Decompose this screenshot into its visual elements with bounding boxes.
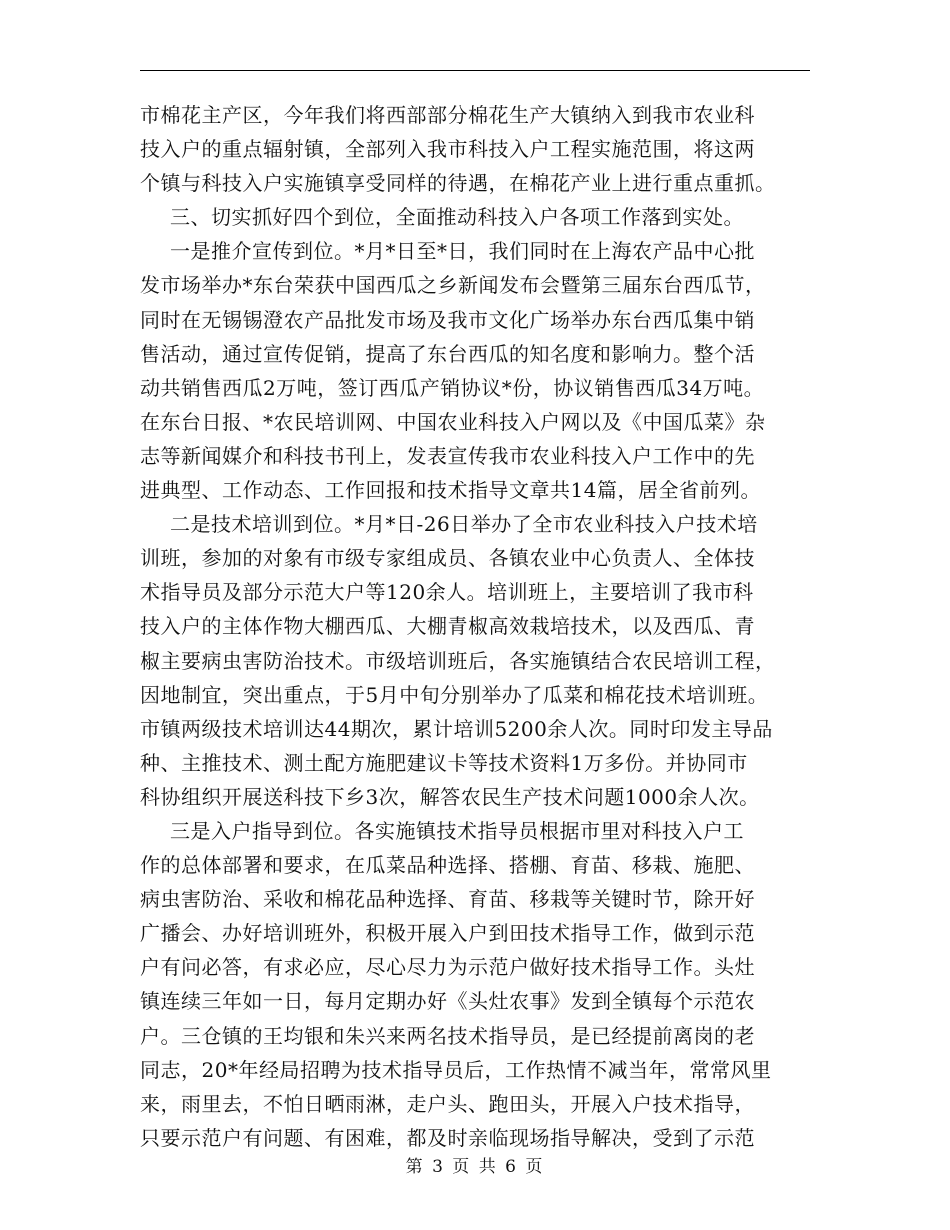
text-line: 一是推介宣传到位。*月*日至*日，我们同时在上海农产品中心批 [170, 239, 755, 264]
text-line: 技入户的重点辐射镇，全部列入我市科技入户工程实施范围，将这两 [140, 137, 755, 162]
text-line: 个镇与科技入户实施镇享受同样的待遇，在棉花产业上进行重点重抓。 [140, 171, 776, 196]
text-line: 进典型、工作动态、工作回报和技术指导文章共14篇，居全省前列。 [140, 478, 761, 503]
text-line: 动共销售西瓜2万吨，签订西瓜产销协议*份，协议销售西瓜34万吨。 [140, 375, 765, 400]
header-rule [140, 70, 810, 71]
text-line: 镇连续三年如一日，每月定期办好《头灶农事》发到全镇每个示范农 [140, 989, 755, 1014]
text-line: 市棉花主产区，今年我们将西部部分棉花生产大镇纳入到我市农业科 [140, 103, 755, 127]
text-line: 技入户的主体作物大棚西瓜、大棚青椒高效栽培技术，以及西瓜、青 [140, 614, 755, 639]
text-line: 来，雨里去，不怕日晒雨淋，走户头、跑田头，开展入户技术指导， [140, 1091, 755, 1116]
text-line: 训班，参加的对象有市级专家组成员、各镇农业中心负责人、全体技 [140, 546, 755, 571]
text-line: 椒主要病虫害防治技术。市级培训班后，各实施镇结合农民培训工程， [140, 648, 776, 673]
text-line: 志等新闻媒介和科技书刊上，发表宣传我市农业科技入户工作中的先 [140, 443, 755, 468]
text-line: 二是技术培训到位。*月*日-26日举办了全市农业科技入户技术培 [170, 512, 758, 537]
text-line: 三是入户指导到位。各实施镇技术指导员根据市里对科技入户工 [170, 818, 744, 843]
text-line: 术指导员及部分示范大户等120余人。培训班上，主要培训了我市科 [140, 580, 754, 605]
text-line: 发市场举办*东台荣获中国西瓜之乡新闻发布会暨第三届东台西瓜节， [140, 273, 766, 298]
text-line: 同志，20*年经局招聘为技术指导员后，工作热情不减当年，常常风里 [140, 1057, 772, 1082]
text-line: 种、主推技术、测土配方施肥建议卡等技术资料1万多份。并协同市 [140, 750, 748, 775]
text-line: 因地制宜，突出重点，于5月中旬分别举办了瓜菜和棉花技术培训班。 [140, 682, 769, 707]
text-line: 广播会、办好培训班外，积极开展入户到田技术指导工作，做到示范 [140, 921, 755, 946]
text-line: 病虫害防治、采收和棉花品种选择、育苗、移栽等关键时节，除开好 [140, 887, 755, 912]
page-footer: 第 3 页 共 6 页 [405, 1157, 545, 1177]
document-body [140, 98, 812, 1155]
text-line: 售活动，通过宣传促销，提高了东台西瓜的知名度和影响力。整个活 [140, 341, 755, 366]
text-line: 三、切实抓好四个到位，全面推动科技入户各项工作落到实处。 [170, 205, 744, 230]
text-line: 户。三仓镇的王均银和朱兴来两名技术指导员，是已经提前离岗的老 [140, 1023, 755, 1048]
text-line: 只要示范户有问题、有困难，都及时亲临现场指导解决，受到了示范 [140, 1125, 755, 1150]
text-line: 科协组织开展送科技下乡3次，解答农民生产技术问题1000余人次。 [140, 784, 760, 809]
text-line: 户有问必答，有求必应，尽心尽力为示范户做好技术指导工作。头灶 [140, 955, 755, 980]
text-line: 同时在无锡锡澄农产品批发市场及我市文化广场举办东台西瓜集中销 [140, 307, 755, 332]
text-line: 作的总体部署和要求，在瓜菜品种选择、搭棚、育苗、移栽、施肥、 [140, 853, 755, 878]
text-line: 市镇两级技术培训达44期次，累计培训5200余人次。同时印发主导品 [140, 716, 773, 741]
text-line: 在东台日报、*农民培训网、中国农业科技入户网以及《中国瓜菜》杂 [140, 409, 766, 434]
